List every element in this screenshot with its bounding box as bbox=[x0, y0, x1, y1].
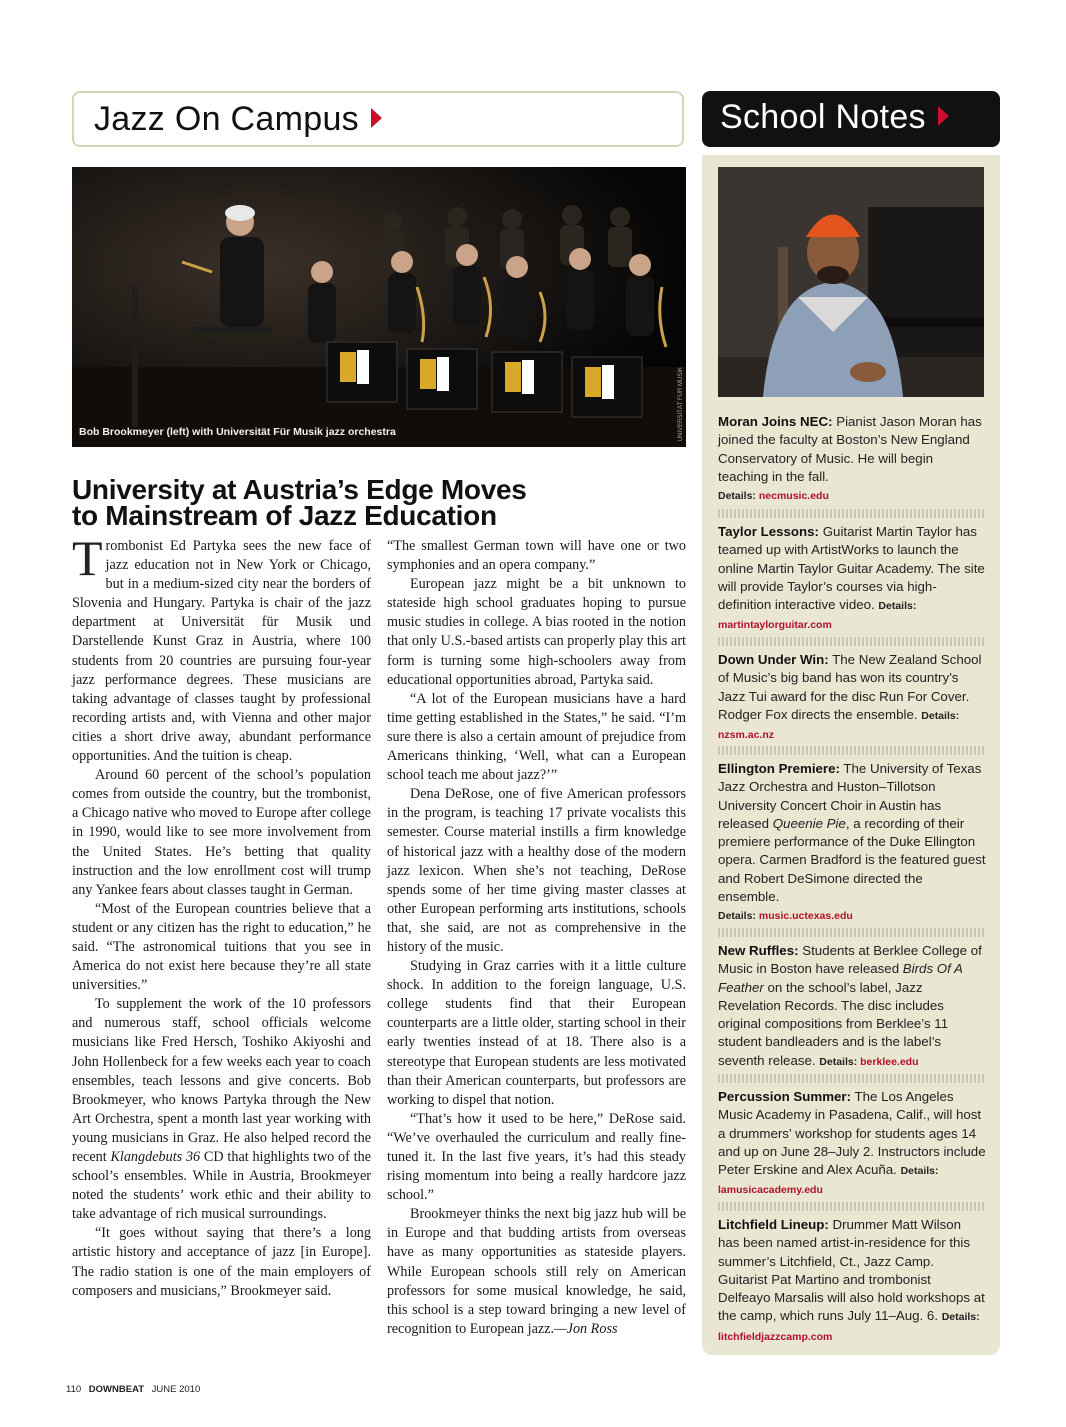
article-paragraph: Dena DeRose, one of five American professors in the program, is teaching 17 private vocalists this semester. Course material instills a firm knowledge of historical jazz with a healthy dose of the modern jazz lexicon. When she’s not teaching, DeRose spends some of her time giving master classes at other European performing arts institutions, schools that, she said, are not as comprehensive in the history of the music. bbox=[387, 786, 686, 955]
details-label: Details: bbox=[921, 709, 960, 722]
note-divider bbox=[718, 746, 986, 755]
drop-cap: T bbox=[72, 530, 103, 586]
note-body: , a recording of their premiere performance of the Duke Ellington opera. Carmen Bradford is the featured guest and Robert DeSimone directed the ensemble. bbox=[718, 815, 986, 905]
note-link[interactable]: music.uctexas.edu bbox=[758, 910, 853, 923]
headline-line-2: to Mainstream of Jazz Education bbox=[72, 500, 497, 531]
issue-date: JUNE 2010 bbox=[151, 1384, 201, 1395]
article-paragraph: “The smallest German town will have one or two symphonies and an opera company.” bbox=[387, 538, 686, 574]
album-title: Birds Of A Feather bbox=[718, 961, 963, 995]
note-title: Ellington Premiere: bbox=[718, 761, 840, 776]
note-link[interactable]: litchfieldjazzcamp.com bbox=[718, 1330, 833, 1343]
arrow-right-icon bbox=[938, 106, 949, 126]
orchestra-illustration bbox=[72, 167, 686, 447]
note-link[interactable]: nzsm.ac.nz bbox=[718, 729, 775, 742]
article-paragraph bbox=[72, 995, 371, 1224]
note-body: The University of Texas Jazz Orchestra and Huston–Tillotson University Concert Choir in Austin has released bbox=[718, 761, 982, 831]
sidebar-header bbox=[702, 91, 1000, 147]
details-label: Details: bbox=[718, 910, 756, 923]
school-note bbox=[718, 1216, 986, 1346]
school-note bbox=[718, 651, 986, 744]
byline: —Jon Ross bbox=[554, 1320, 618, 1337]
article-paragraph: Studying in Graz carries with it a little culture shock. In addition to the foreign language, U.S. college students find that their European counterparts are a little older, starting school in their early twenties instead of at 18. There also is a stereotype that European students are less motivated than their American counterparts, but professors are working to dispel that notion. bbox=[387, 958, 686, 1108]
note-title: Percussion Summer: bbox=[718, 1089, 852, 1104]
section-header bbox=[72, 91, 684, 147]
article-paragraph: “That’s how it used to be here,” DeRose said. “We’ve overhauled the curriculum and really fine-tuned it. In the last five years, it’s had this steady rising momentum into being a really hardcore jazz school.” bbox=[387, 1110, 686, 1204]
school-note bbox=[718, 942, 986, 1071]
note-body: Drummer Matt Wilson has been named artist-in-residence for this summer’s Litchfield, Ct., Jazz Camp. Guitarist Pat Martino and trombonist Delfeayo Marsalis will also hold workshops at the camp, which runs July 11–Aug. 6. bbox=[718, 1217, 985, 1324]
details-label: Details: bbox=[718, 490, 756, 503]
article-paragraph bbox=[72, 530, 371, 766]
note-title: New Ruffles: bbox=[718, 943, 799, 958]
note-body: Guitarist Martin Taylor has teamed up with ArtistWorks to launch the online Martin Taylor Guitar Academy. The site will provide Taylor’s courses via high-definition interactive video. bbox=[718, 524, 985, 613]
note-link[interactable]: berklee.edu bbox=[860, 1055, 919, 1068]
sidebar-title: School Notes bbox=[720, 98, 926, 136]
note-body: The New Zealand School of Music’s big band has won its country’s Jazz Tui award for the disc Run For Cover. Rodger Fox directs the ensemble. bbox=[718, 652, 982, 722]
headline-line-1: University at Austria’s Edge Moves bbox=[72, 474, 527, 505]
jason-moran-photo bbox=[718, 167, 984, 397]
note-divider bbox=[718, 637, 986, 646]
details-label: Details: bbox=[900, 1165, 939, 1178]
details-label: Details: bbox=[878, 600, 917, 613]
portrait-illustration bbox=[718, 167, 984, 397]
note-title: Down Under Win: bbox=[718, 652, 829, 667]
orchestra-photo bbox=[72, 167, 686, 447]
page-footer bbox=[66, 1384, 205, 1395]
note-body: The Los Angeles Music Academy in Pasadena, Calif., will host a drummers’ workshop for students ages 14 and up on June 28–July 2. Instructors include Peter Erskine and Alex Acuña. bbox=[718, 1089, 986, 1178]
school-note bbox=[718, 1088, 986, 1200]
note-body: Students at Berklee College of Music in Boston have released bbox=[718, 943, 982, 977]
school-note bbox=[718, 760, 986, 926]
article-paragraph: Around 60 percent of the school’s population comes from outside the country, but the trombonist, a Chicago native who moved to Europe after college in 1990, would like to see more involvement from the United States. He’s betting that quality instruction and the low enrollment cost will trump any Yankee fears about classes taught in German. bbox=[72, 767, 371, 898]
photo-credit: UNIVERSITÄT FÜR MUSIK bbox=[678, 367, 684, 442]
article-paragraph: “It goes without saying that there’s a long artistic history and acceptance of jazz [in Europe]. The radio station is one of the main employers of composers and musicians,” Brookmeyer said. bbox=[72, 1225, 371, 1299]
paragraph-text: CD that highlights two of the school’s ensembles. While in Austria, Brookmeyer noted the students’ work ethic and their ability to take advantage of rich musical surroundings. bbox=[72, 1149, 371, 1223]
album-title: Queenie Pie bbox=[772, 815, 846, 831]
article-column-2 bbox=[387, 537, 686, 1339]
note-body: on the school’s label, Jazz Revelation Records. The disc includes original compositions from Berklee’s 11 student bandleaders and is the label’s seventh release. bbox=[718, 979, 949, 1068]
paragraph-text: To supplement the work of the 10 professors and numerous staff, school officials welcome musicians like Fred Hersch, Toshiko Akiyoshi and John Hollenbeck for a few weeks each year to coach ensembles, teach lessons and give concerts. Bob Brookmeyer, who knows Partyka through the New Art Orchestra, spent a month last year working with young musicians in Graz. He also helped record the recent bbox=[72, 996, 371, 1165]
school-note bbox=[718, 413, 986, 505]
article-paragraph bbox=[387, 1205, 686, 1339]
arrow-right-icon bbox=[371, 108, 382, 128]
magazine-name: DOWNBEAT bbox=[88, 1384, 145, 1395]
photo-caption: Bob Brookmeyer (left) with Universität Für Musik jazz orchestra bbox=[79, 426, 396, 438]
note-link[interactable]: necmusic.edu bbox=[758, 490, 829, 503]
note-divider bbox=[718, 1202, 986, 1211]
article-paragraph: “Most of the European countries believe that a student or any citizen has the right to education,” he said. “The astronomical tuitions that you see in America do not exist here because they’re all state universities.” bbox=[72, 900, 371, 994]
article-column-1 bbox=[72, 530, 371, 1301]
note-divider bbox=[718, 1074, 986, 1083]
note-body: Pianist Jason Moran has joined the faculty at Boston’s New England Conservatory of Music. He will begin teaching in the fall. bbox=[718, 414, 982, 484]
paragraph-text: rombonist Ed Partyka sees the new face of jazz education not in New York or Chicago, but in a medium-sized city near the borders of Slovenia and Hungary. Partyka is chair of the jazz department at Universität für Musik und Darstellende Kunst Graz in Austria, where 100 students from 20 countries are pursuing four-year jazz performance degrees. These musicians are taking advantage of classes taught by professional recording artists and, with Vienna and other major cities a short drive away, abundant performance opportunities. And the tuition is cheap. bbox=[72, 538, 371, 765]
article-headline bbox=[72, 474, 686, 531]
article-paragraph: European jazz might be a bit unknown to stateside high school graduates hoping to pursue music studies in college. A bias rooted in the notion that only U.S.-based artists can properly play this art form is turning some high-schoolers away from educational opportunities abroad, Partyka said. bbox=[387, 576, 686, 688]
article-paragraph: “A lot of the European musicians have a hard time getting established in the States,” he said. “I’m sure there is also a certain amount of prejudice from Americans thinking, ‘Well, what can a European school teach me about jazz?’” bbox=[387, 690, 686, 784]
page-number: 110 bbox=[66, 1384, 82, 1395]
note-link[interactable]: martintaylorguitar.com bbox=[718, 619, 832, 632]
note-link[interactable]: lamusicacademy.edu bbox=[718, 1184, 823, 1197]
details-label: Details: bbox=[941, 1311, 980, 1324]
section-title: Jazz On Campus bbox=[94, 100, 359, 138]
school-note bbox=[718, 523, 986, 635]
note-divider bbox=[718, 509, 986, 518]
paragraph-text: Brookmeyer thinks the next big jazz hub will be in Europe and that budding artists from overseas have as many opportunities as stateside players. While European schools still rely on American professors for some musical knowledge, he said, this school is a step toward bringing a new level of recognition to European jazz. bbox=[387, 1206, 686, 1337]
album-title: Klangdebuts 36 bbox=[110, 1149, 201, 1165]
note-title: Taylor Lessons: bbox=[718, 524, 819, 539]
note-title: Litchfield Lineup: bbox=[718, 1217, 829, 1232]
note-divider bbox=[718, 928, 986, 937]
note-title: Moran Joins NEC: bbox=[718, 414, 833, 429]
details-label: Details: bbox=[819, 1055, 858, 1068]
